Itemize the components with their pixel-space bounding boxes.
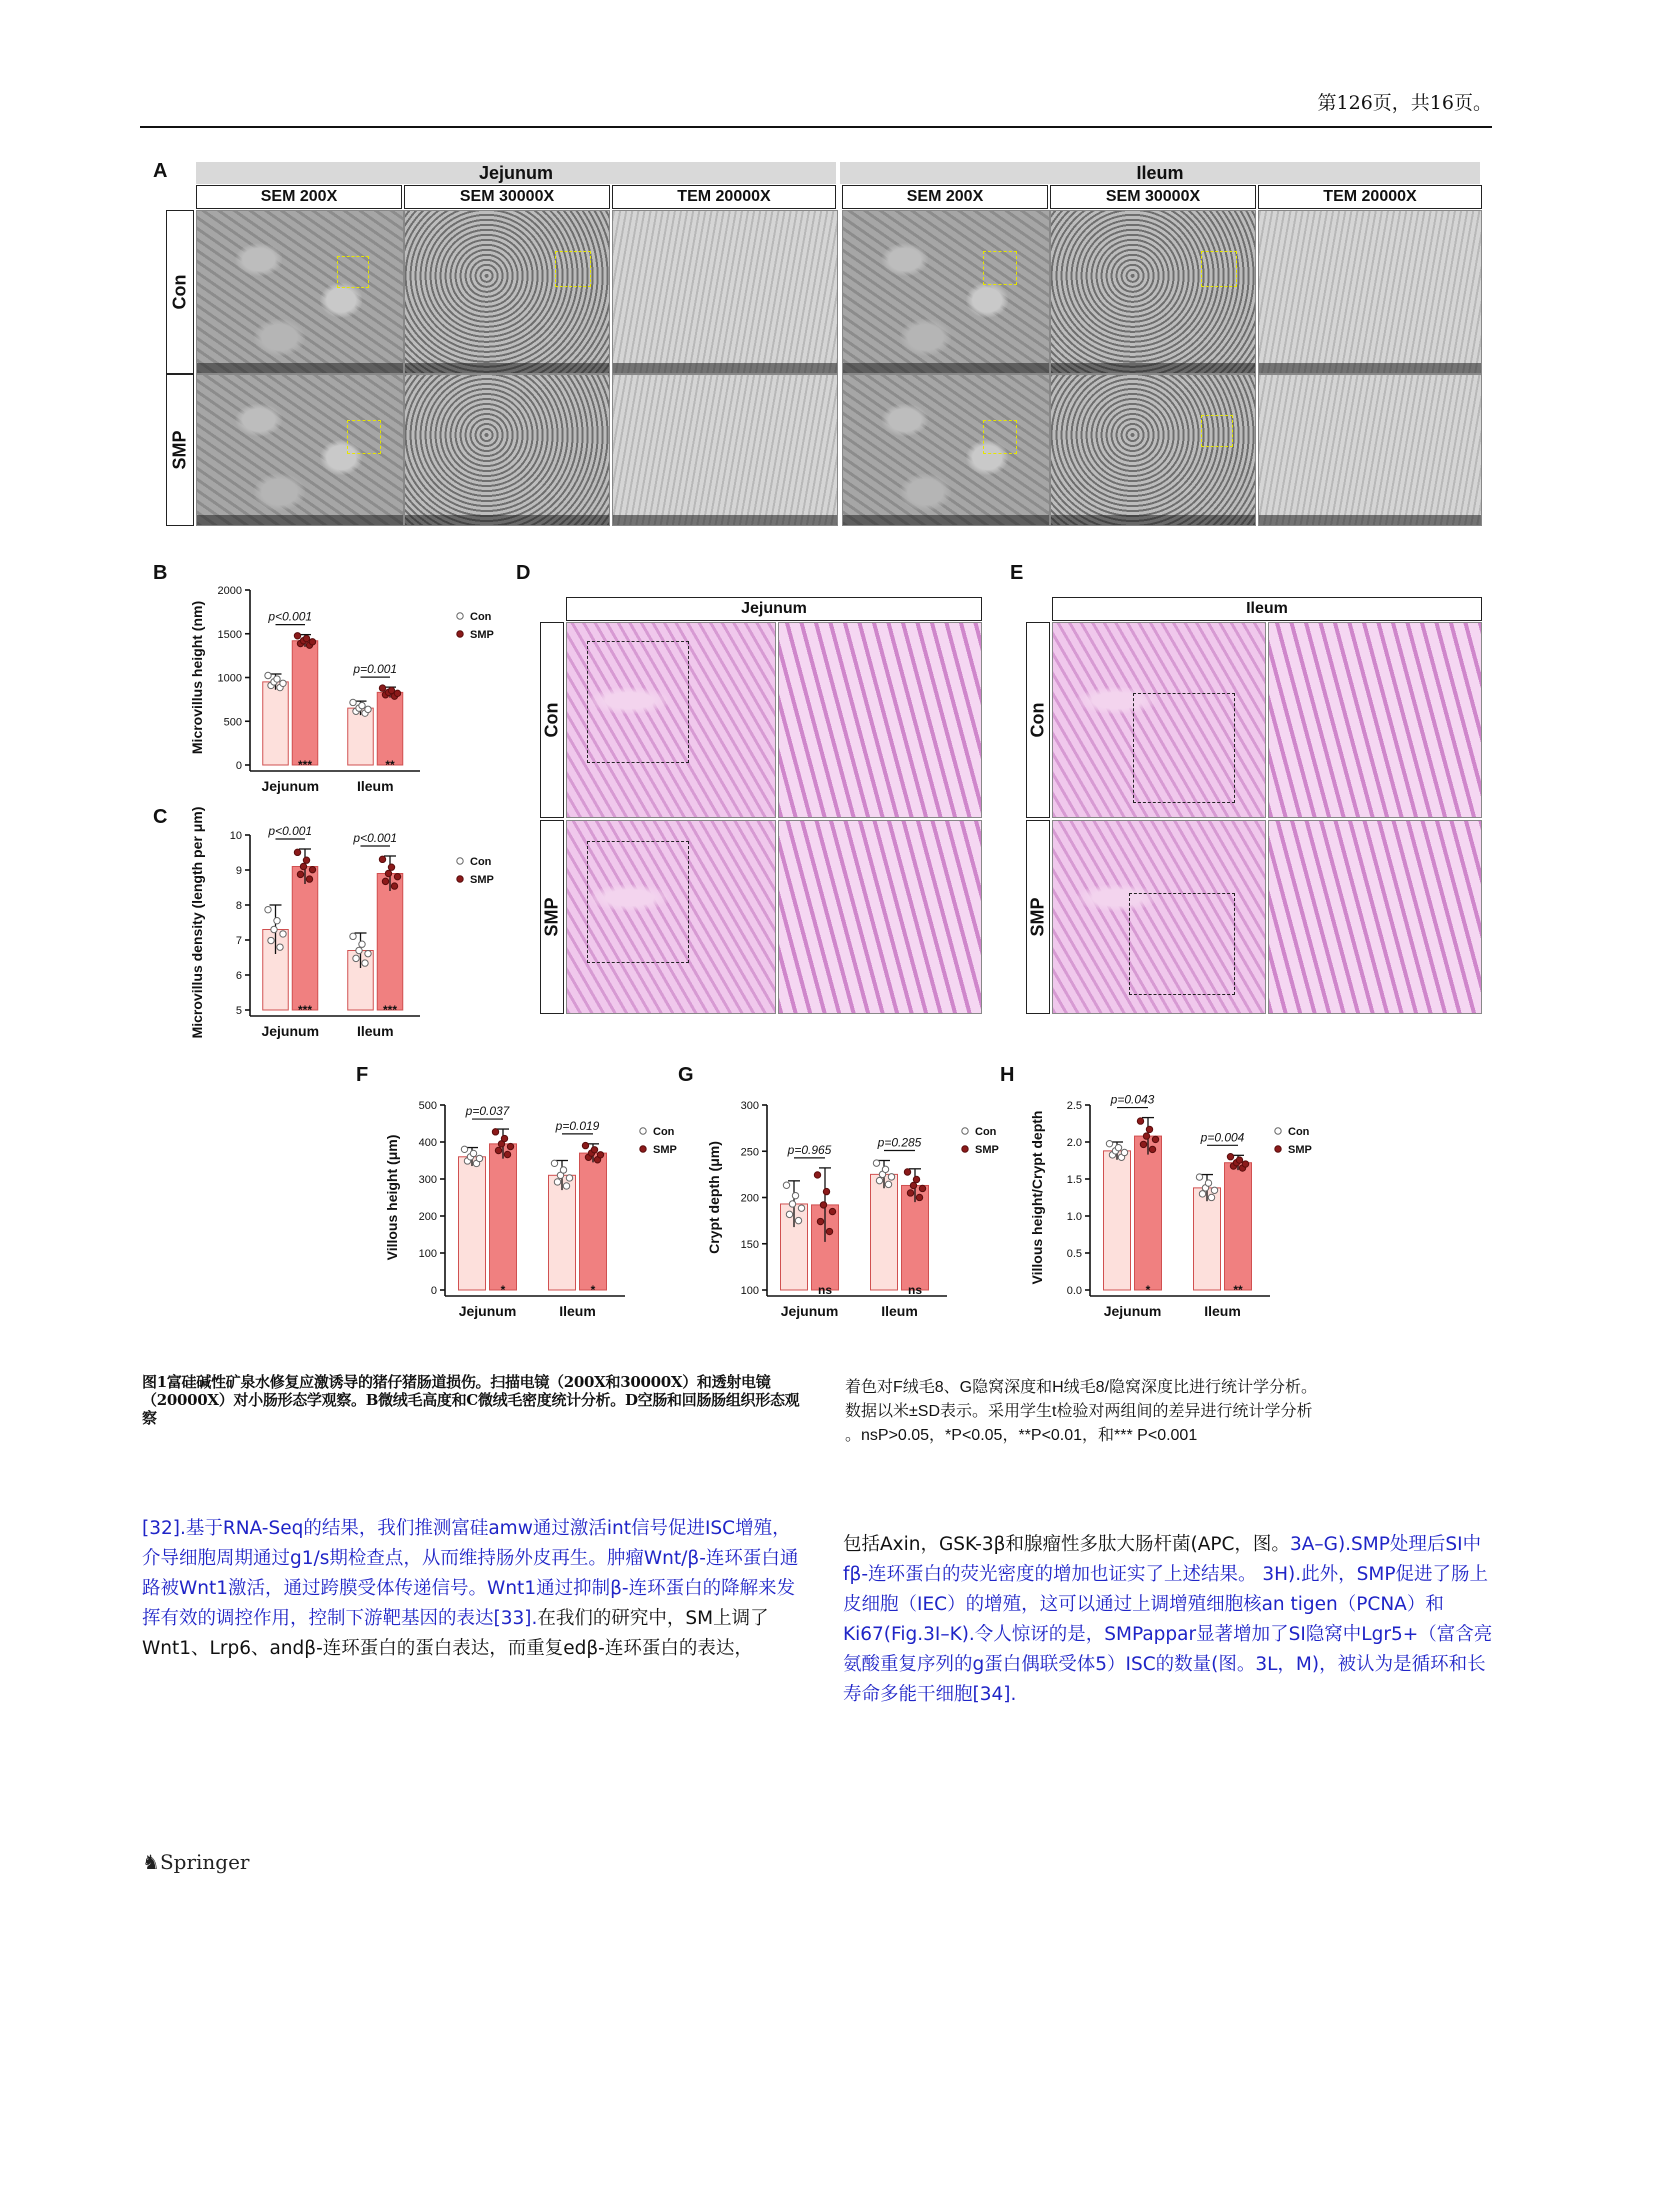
chart-c [150, 806, 550, 1045]
data-point [265, 672, 271, 678]
data-point [306, 876, 312, 882]
data-point [294, 633, 300, 639]
data-point [789, 1201, 795, 1207]
data-point [303, 857, 309, 863]
legend-label: SMP [470, 874, 494, 886]
y-tick-label: 0 [430, 1285, 437, 1297]
pvalue-label: p=0.043 [1110, 1092, 1155, 1107]
category-label: Ileum [559, 1303, 596, 1319]
panel-label-b: B [153, 562, 168, 584]
springer-logo [142, 1850, 249, 1874]
y-tick-label: 2.0 [1066, 1137, 1082, 1149]
column-header: TEM 20000X [1258, 185, 1482, 209]
data-point [1121, 1149, 1127, 1155]
bar-con [459, 1157, 486, 1290]
data-point [265, 906, 271, 912]
data-point [353, 955, 359, 961]
pvalue-label: p<0.001 [268, 609, 313, 624]
panel-e-title: Ileum [1052, 597, 1482, 621]
data-point [919, 1185, 925, 1191]
data-point [300, 863, 306, 869]
pvalue-label: p=0.037 [465, 1104, 510, 1119]
category-label: Ileum [1204, 1303, 1241, 1319]
tem-20000x-jejunum-con-image [612, 210, 838, 374]
legend-label: Con [470, 856, 492, 868]
y-tick-label: 1.5 [1066, 1174, 1082, 1186]
he-jejunum-smp-image [566, 820, 776, 1014]
y-tick-label: 200 [418, 1211, 437, 1223]
data-point [501, 1135, 507, 1141]
panel-label-f: F [356, 1064, 369, 1086]
significance-label: ** [385, 758, 395, 772]
legend-label: SMP [975, 1144, 999, 1156]
panel-label-c: C [153, 806, 168, 828]
data-point [582, 1142, 588, 1148]
springer-horse-icon: ♞ [142, 1850, 160, 1874]
data-point [277, 944, 283, 950]
panel-d-row-con: Con [540, 622, 564, 818]
body-left-dark: 在我们的研究中，SM上调了Wnt1、Lrp6、andβ-连环蛋白的蛋白表达，而重复edβ-连环蛋白的表达， [142, 1608, 769, 1659]
he-jejunum-con-image [566, 622, 776, 818]
category-label: Ileum [881, 1303, 918, 1319]
data-point [1143, 1133, 1149, 1139]
sem-200x-ileum-con-image [842, 210, 1050, 374]
sem-200x-jejunum-con-image [196, 210, 404, 374]
y-tick-label: 300 [418, 1174, 437, 1186]
data-point [792, 1192, 798, 1198]
data-point [904, 1169, 910, 1175]
data-point [1115, 1144, 1121, 1150]
y-tick-label: 10 [229, 830, 242, 842]
data-point [359, 702, 365, 708]
sem-30000x-jejunum-smp-image [404, 374, 610, 526]
chart-svg [150, 806, 550, 1045]
data-point [1205, 1180, 1211, 1186]
data-point [394, 873, 400, 879]
data-point [566, 1175, 572, 1181]
group-header-ileum: Ileum [840, 162, 1480, 184]
bar-smp [377, 874, 403, 1011]
y-tick-label: 2000 [217, 585, 242, 597]
pvalue-label: p<0.001 [353, 831, 398, 845]
data-point [350, 699, 356, 705]
legend-label: Con [1288, 1126, 1310, 1138]
legend-marker [457, 631, 463, 637]
pvalue-label: p=0.965 [787, 1142, 832, 1157]
data-point [814, 1172, 820, 1178]
data-point [297, 871, 303, 877]
he-jejunum-smp-zoom-image [778, 820, 982, 1014]
data-point [1242, 1161, 1248, 1167]
data-point [350, 933, 356, 939]
y-tick-label: 150 [740, 1238, 759, 1251]
bar-con [348, 708, 374, 765]
panel-d-title: Jejunum [566, 597, 982, 621]
legend-marker [1275, 1146, 1281, 1152]
legend-label: Con [470, 611, 492, 623]
bar-smp [1225, 1163, 1252, 1290]
caption-right-line: 。nsP>0.05，*P<0.05，**P<0.01，和*** P<0.001 [845, 1427, 1198, 1444]
legend-marker [1275, 1128, 1281, 1134]
panel-d-row-smp: SMP [540, 820, 564, 1014]
panel-e-row-con: Con [1026, 622, 1050, 818]
y-tick-label: 6 [235, 970, 242, 982]
tem-20000x-ileum-smp-image [1258, 374, 1482, 526]
he-ileum-con-image [1052, 622, 1266, 818]
y-tick-label: 300 [740, 1100, 759, 1112]
data-point [294, 849, 300, 855]
bar-smp [490, 1144, 517, 1290]
tem-20000x-jejunum-smp-image [612, 374, 838, 526]
chart-svg [1020, 1090, 1340, 1340]
legend-label: SMP [1288, 1144, 1312, 1156]
chart-b [150, 570, 550, 800]
data-point [1227, 1154, 1233, 1160]
data-point [1152, 1136, 1158, 1142]
data-point [461, 1146, 467, 1152]
row-header-smp: SMP [166, 374, 194, 526]
significance-label: *** [297, 1003, 313, 1017]
data-point [359, 941, 365, 947]
bar-con [1104, 1151, 1131, 1290]
data-point [916, 1194, 922, 1200]
data-point [495, 1147, 501, 1153]
y-tick-label: 100 [418, 1248, 437, 1260]
data-point [591, 1147, 597, 1153]
column-header: SEM 30000X [404, 185, 610, 209]
significance-label: *** [297, 758, 313, 772]
category-label: Jejunum [261, 778, 320, 794]
data-point [379, 856, 385, 862]
data-point [280, 680, 286, 686]
y-axis-label: Villous height (μm) [384, 1134, 400, 1261]
data-point [1106, 1140, 1112, 1146]
chart-svg [697, 1090, 1017, 1340]
figure-caption-left: 图1富硅碱性矿泉水修复应激诱导的猪仔猪肠道损伤。扫描电镜（200X和30000X）和透射电镜（20000X）对小肠形态学观察。B微绒毛高度和C微绒毛密度统计分析。D空肠和回肠肠组织形态观察 [142, 1373, 800, 1427]
legend-marker [457, 613, 463, 619]
pvalue-label: p=0.001 [353, 662, 398, 677]
legend-label: SMP [653, 1144, 677, 1156]
y-tick-label: 2.5 [1066, 1100, 1082, 1112]
data-point [563, 1183, 569, 1189]
data-point [1196, 1174, 1202, 1180]
data-point [391, 883, 397, 889]
y-tick-label: 9 [235, 865, 242, 877]
column-header: SEM 200X [842, 185, 1048, 209]
data-point [271, 926, 277, 932]
y-axis-label: Microvillus height (nm) [189, 600, 205, 755]
y-tick-label: 8 [235, 900, 242, 912]
category-label: Jejunum [1103, 1303, 1162, 1319]
body-left-blue: [32].基于RNA-Seq的结果，我们推测富硅amw通过激活int信号促进ISC增殖，介导细胞周期通过g1/s期检查点，从而维持肠外皮再生。肿瘤Wnt/β-连环蛋白通路被Wnt1激活，通过跨膜受体传递信号。Wnt1通过抑制β-连环蛋白的降解来发挥有效的调控作用，控制下游靶基因的表达[33]. [142, 1518, 799, 1629]
data-point [1146, 1126, 1152, 1132]
data-point [795, 1217, 801, 1223]
data-point [1199, 1191, 1205, 1197]
sem-200x-jejunum-smp-image [196, 374, 404, 526]
data-point [280, 931, 286, 937]
panel-label-d: D [516, 562, 531, 584]
significance-label: ** [1233, 1283, 1243, 1297]
data-point [786, 1211, 792, 1217]
data-point [913, 1176, 919, 1182]
data-point [882, 1166, 888, 1172]
y-axis-label: Microvillus density (length per μm) [189, 806, 205, 1039]
bar-smp [292, 641, 318, 765]
y-tick-label: 400 [418, 1137, 437, 1149]
sem-200x-ileum-smp-image [842, 374, 1050, 526]
chart-h [1020, 1090, 1340, 1340]
significance-label: ns [907, 1283, 923, 1297]
bar-smp [1135, 1136, 1162, 1290]
data-point [910, 1182, 916, 1188]
body-right-blue: 3A–G).SMP处理后SI中fβ-连环蛋白的荧光密度的增加也证实了上述结果。 3H).此外，SMP促进了肠上皮细胞（IEC）的增殖，这可以通过上调增殖细胞核an tigen（PCNA）和Ki67(Fig.3I–K).令人惊讶的是，SMPappar显著增加了SI隐窝中Lgr5+（富含亮氨酸重复序列的g蛋白偶联受体5）ISC的数量(图。3L，M)，被认为是循环和长寿命多能干细胞[34]. [843, 1534, 1493, 1705]
y-tick-label: 5 [235, 1005, 242, 1017]
data-point [873, 1160, 879, 1166]
legend-marker [640, 1146, 646, 1152]
publisher-name: Springer [159, 1850, 250, 1874]
data-point [309, 866, 315, 872]
bar-smp [580, 1153, 607, 1290]
data-point [382, 878, 388, 884]
bar-smp [377, 692, 403, 765]
data-point [783, 1182, 789, 1188]
significance-label: ns [817, 1283, 833, 1297]
column-header: TEM 20000X [612, 185, 836, 209]
chart-g [697, 1090, 1017, 1340]
y-tick-label: 500 [418, 1100, 437, 1112]
data-point [829, 1208, 835, 1214]
data-point [507, 1143, 513, 1149]
caption-right-line: 着色对F绒毛8、G隐窝深度和H绒毛8/隐窝深度比进行统计学分析。 [845, 1379, 1318, 1396]
sem-30000x-ileum-smp-image [1050, 374, 1256, 526]
y-tick-label: 0 [235, 760, 242, 772]
panel-e-row-smp: SMP [1026, 820, 1050, 1014]
significance-label: *** [382, 1003, 398, 1017]
y-axis-label: Villous height/Crypt depth [1029, 1110, 1045, 1285]
y-tick-label: 100 [740, 1285, 759, 1297]
data-point [885, 1181, 891, 1187]
y-tick-label: 1.0 [1066, 1211, 1082, 1223]
body-text-right [843, 1530, 1495, 1710]
data-point [597, 1152, 603, 1158]
bar-con [871, 1174, 898, 1290]
y-axis-label: Crypt depth (μm) [706, 1141, 722, 1254]
data-point [1140, 1141, 1146, 1147]
y-tick-label: 1000 [217, 672, 242, 685]
data-point [1211, 1187, 1217, 1193]
data-point [385, 870, 391, 876]
data-point [876, 1177, 882, 1183]
category-label: Jejunum [458, 1303, 517, 1319]
he-ileum-smp-zoom-image [1268, 820, 1482, 1014]
panel-label-g: G [678, 1064, 694, 1086]
data-point [356, 947, 362, 953]
bar-con [1194, 1188, 1221, 1290]
column-header: SEM 30000X [1050, 185, 1256, 209]
data-point [1208, 1194, 1214, 1200]
significance-label: * [1145, 1283, 1151, 1297]
pvalue-label: p=0.285 [877, 1135, 922, 1150]
he-ileum-smp-image [1052, 820, 1266, 1014]
y-tick-label: 250 [740, 1146, 759, 1159]
body-right-dark: 包括Axin，GSK-3β和腺瘤性多肽大肠杆菌(APC，图。 [843, 1534, 1290, 1555]
data-point [1149, 1146, 1155, 1152]
data-point [820, 1202, 826, 1208]
data-point [551, 1160, 557, 1166]
category-label: Ileum [356, 778, 394, 794]
data-point [309, 639, 315, 645]
data-point [504, 1151, 510, 1157]
y-tick-label: 0.0 [1066, 1285, 1082, 1297]
y-tick-label: 0.5 [1066, 1248, 1082, 1260]
y-tick-label: 7 [235, 935, 242, 947]
data-point [362, 960, 368, 966]
legend-marker [962, 1128, 968, 1134]
pvalue-label: p=0.004 [1200, 1130, 1245, 1145]
category-label: Ileum [356, 1023, 394, 1039]
sem-30000x-ileum-con-image [1050, 210, 1256, 374]
data-point [365, 706, 371, 712]
tem-20000x-ileum-con-image [1258, 210, 1482, 374]
data-point [823, 1188, 829, 1194]
legend-marker [457, 876, 463, 882]
data-point [560, 1167, 566, 1173]
data-point [268, 937, 274, 943]
y-tick-label: 200 [740, 1192, 759, 1205]
page-info: 第126页，共16页。 [1317, 92, 1492, 114]
data-point [379, 685, 385, 691]
he-ileum-con-zoom-image [1268, 622, 1482, 818]
data-point [303, 635, 309, 641]
he-jejunum-con-zoom-image [778, 622, 982, 818]
legend-label: Con [653, 1126, 675, 1138]
y-tick-label: 1500 [217, 628, 242, 641]
category-label: Jejunum [780, 1303, 839, 1319]
group-header-jejunum: Jejunum [196, 162, 836, 184]
panel-label-a: A [153, 160, 168, 182]
legend-label: Con [975, 1126, 997, 1138]
legend-marker [640, 1128, 646, 1134]
pvalue-label: p<0.001 [268, 824, 313, 838]
data-point [274, 676, 280, 682]
panel-label-e: E [1010, 562, 1024, 584]
bar-smp [292, 867, 318, 1011]
caption-right-line: 数据以米±SD表示。采用学生t检验对两组间的差异进行统计学分析 [845, 1403, 1313, 1420]
figure-caption-right [845, 1376, 1495, 1448]
y-tick-label: 500 [223, 716, 242, 729]
data-point [888, 1174, 894, 1180]
data-point [470, 1150, 476, 1156]
data-point [476, 1155, 482, 1161]
legend-marker [457, 858, 463, 864]
pvalue-label: p=0.019 [555, 1118, 600, 1133]
data-point [826, 1228, 832, 1234]
data-point [1236, 1157, 1242, 1163]
data-point [798, 1205, 804, 1211]
panel-label-h: H [1000, 1064, 1015, 1086]
data-point [554, 1179, 560, 1185]
bar-con [263, 682, 289, 765]
data-point [907, 1190, 913, 1196]
column-header: SEM 200X [196, 185, 402, 209]
data-point [394, 690, 400, 696]
body-text-left [142, 1514, 802, 1664]
category-label: Jejunum [261, 1023, 320, 1039]
data-point [492, 1129, 498, 1135]
chart-svg [375, 1090, 695, 1340]
sem-30000x-jejunum-con-image [404, 210, 610, 374]
data-point [817, 1218, 823, 1224]
chart-f [375, 1090, 695, 1340]
legend-marker [962, 1146, 968, 1152]
row-header-con: Con [166, 210, 194, 374]
data-point [388, 864, 394, 870]
data-point [1137, 1118, 1143, 1124]
data-point [274, 917, 280, 923]
chart-svg [150, 570, 550, 800]
significance-label: * [590, 1283, 596, 1297]
data-point [365, 950, 371, 956]
page-header [140, 86, 1492, 128]
significance-label: * [500, 1283, 506, 1297]
bar-con [549, 1175, 576, 1290]
legend-label: SMP [470, 629, 494, 641]
